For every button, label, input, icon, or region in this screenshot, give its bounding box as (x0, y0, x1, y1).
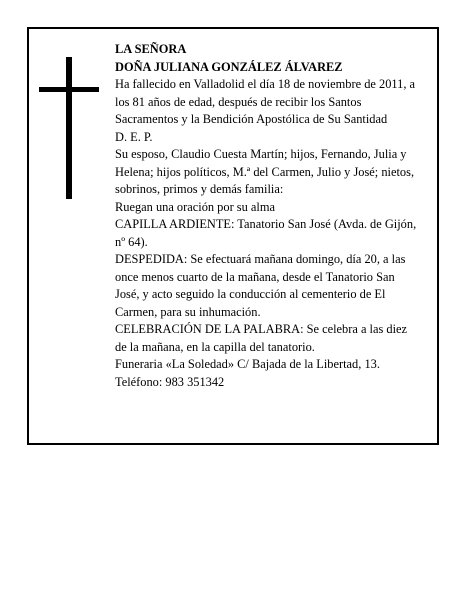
obituary-notice (27, 27, 439, 445)
chapel-paragraph: CAPILLA ARDIENTE: Tanatorio San José (Avda. de Gijón, nº 64). (115, 217, 417, 249)
celebration-paragraph: CELEBRACIÓN DE LA PALABRA: Se celebra a las diez de la mañana, en la capilla del tanatorio. (115, 322, 408, 354)
cross-vertical-bar (66, 57, 72, 199)
notice-text (115, 41, 421, 391)
latin-cross-icon (39, 57, 99, 199)
funeral-home-line: Funeraria «La Soledad» C/ Bajada de la Libertad, 13. (115, 357, 380, 371)
death-paragraph: Ha fallecido en Valladolid el día 18 de noviembre de 2011, a los 81 años de edad, después de recibir los Santos Sacramentos y la Bendición Apostólica de Su Santidad (115, 77, 416, 126)
prayer-line: Ruegan una oración por su alma (115, 199, 275, 214)
title-line: LA SEÑORA (115, 42, 187, 56)
family-paragraph: Su esposo, Claudio Cuesta Martín; hijos, Fernando, Julia y Helena; hijos políticos, M.ª del Carmen, Julio y José; nietos, sobrinos, primos y demás familia: (115, 147, 415, 196)
dep-line: D. E. P. (115, 129, 153, 144)
farewell-paragraph: DESPEDIDA: Se efectuará mañana domingo, día 20, a las once menos cuarto de la mañana, desde el Tanatorio San José, y acto seguido la conducción al cementerio de El Carmen, para su inhumación. (115, 252, 406, 319)
phone-line: Teléfono: 983 351342 (115, 374, 225, 389)
cross-horizontal-bar (39, 87, 99, 92)
deceased-name: DOÑA JULIANA GONZÁLEZ ÁLVAREZ (115, 59, 343, 74)
